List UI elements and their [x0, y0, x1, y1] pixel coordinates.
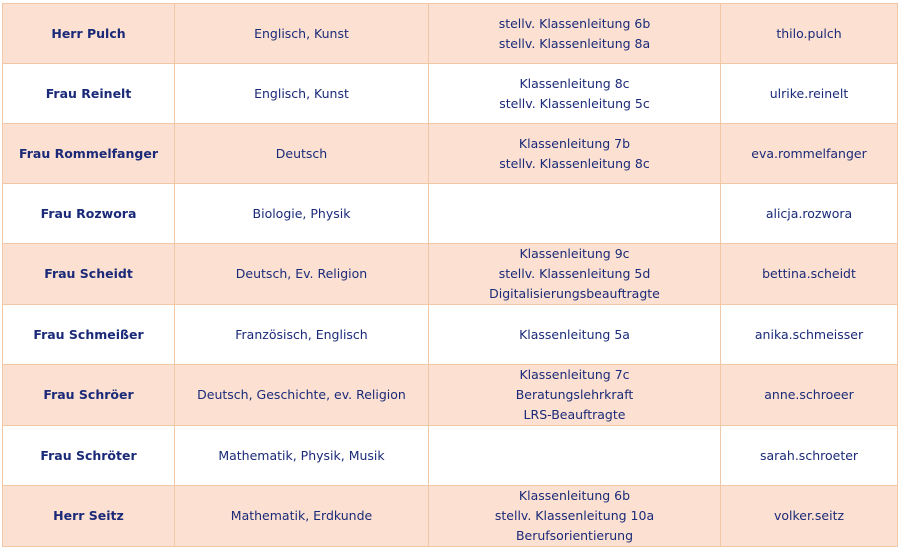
table-row — [3, 64, 898, 124]
role-line: Klassenleitung 5a — [519, 326, 630, 342]
staff-table — [2, 3, 898, 547]
role-line: stellv. Klassenleitung 5d — [498, 266, 651, 281]
table-row — [3, 305, 898, 365]
role-line: Berufsorientierung — [515, 528, 634, 543]
table-row — [3, 4, 898, 64]
teacher-subjects: Mathematik, Physik, Musik — [175, 426, 429, 486]
teacher-email: anika.schmeisser — [721, 305, 898, 365]
staff-table-body — [3, 4, 898, 547]
teacher-roles — [429, 124, 721, 184]
role-line: stellv. Klassenleitung 10a — [494, 508, 655, 523]
teacher-subjects: Französisch, Englisch — [175, 305, 429, 365]
role-line: stellv. Klassenleitung 5c — [499, 95, 650, 111]
teacher-subjects: Deutsch — [175, 124, 429, 184]
teacher-roles — [429, 365, 721, 426]
table-row — [3, 426, 898, 486]
teacher-name: Frau Schröer — [3, 365, 175, 426]
teacher-email: volker.seitz — [721, 486, 898, 547]
teacher-roles — [429, 426, 721, 486]
teacher-email: bettina.scheidt — [721, 244, 898, 305]
teacher-subjects: Englisch, Kunst — [175, 64, 429, 124]
teacher-roles — [429, 486, 721, 547]
teacher-name: Herr Pulch — [3, 4, 175, 64]
teacher-name: Frau Rozwora — [3, 184, 175, 244]
teacher-email: alicja.rozwora — [721, 184, 898, 244]
teacher-subjects: Deutsch, Geschichte, ev. Religion — [175, 365, 429, 426]
role-line: Klassenleitung 7b — [518, 135, 631, 151]
table-row — [3, 184, 898, 244]
teacher-name: Frau Schröter — [3, 426, 175, 486]
teacher-subjects: Deutsch, Ev. Religion — [175, 244, 429, 305]
teacher-name: Frau Schmeißer — [3, 305, 175, 365]
teacher-name: Frau Rommelfanger — [3, 124, 175, 184]
teacher-name: Herr Seitz — [3, 486, 175, 547]
role-line: LRS-Beauftragte — [523, 407, 626, 422]
role-line: Klassenleitung 6b — [518, 488, 631, 503]
teacher-roles — [429, 184, 721, 244]
teacher-roles — [429, 244, 721, 305]
table-row — [3, 365, 898, 426]
table-row — [3, 124, 898, 184]
table-row — [3, 486, 898, 547]
teacher-roles — [429, 64, 721, 124]
role-line: Klassenleitung 7c — [519, 367, 630, 382]
teacher-email: sarah.schroeter — [721, 426, 898, 486]
teacher-roles — [429, 4, 721, 64]
teacher-subjects: Mathematik, Erdkunde — [175, 486, 429, 547]
role-line: Beratungslehrkraft — [515, 387, 634, 402]
role-line: Digitalisierungsbeauftragte — [489, 286, 660, 301]
role-line: stellv. Klassenleitung 8a — [498, 35, 651, 51]
teacher-roles — [429, 305, 721, 365]
role-line: stellv. Klassenleitung 6b — [498, 15, 651, 31]
table-row — [3, 244, 898, 305]
teacher-email: eva.rommelfanger — [721, 124, 898, 184]
role-line: Klassenleitung 9c — [519, 246, 630, 261]
teacher-name: Frau Scheidt — [3, 244, 175, 305]
teacher-name: Frau Reinelt — [3, 64, 175, 124]
role-line: Klassenleitung 8c — [519, 75, 630, 91]
role-line: stellv. Klassenleitung 8c — [499, 155, 650, 171]
teacher-subjects: Biologie, Physik — [175, 184, 429, 244]
teacher-email: thilo.pulch — [721, 4, 898, 64]
teacher-email: anne.schroeer — [721, 365, 898, 426]
teacher-email: ulrike.reinelt — [721, 64, 898, 124]
teacher-subjects: Englisch, Kunst — [175, 4, 429, 64]
